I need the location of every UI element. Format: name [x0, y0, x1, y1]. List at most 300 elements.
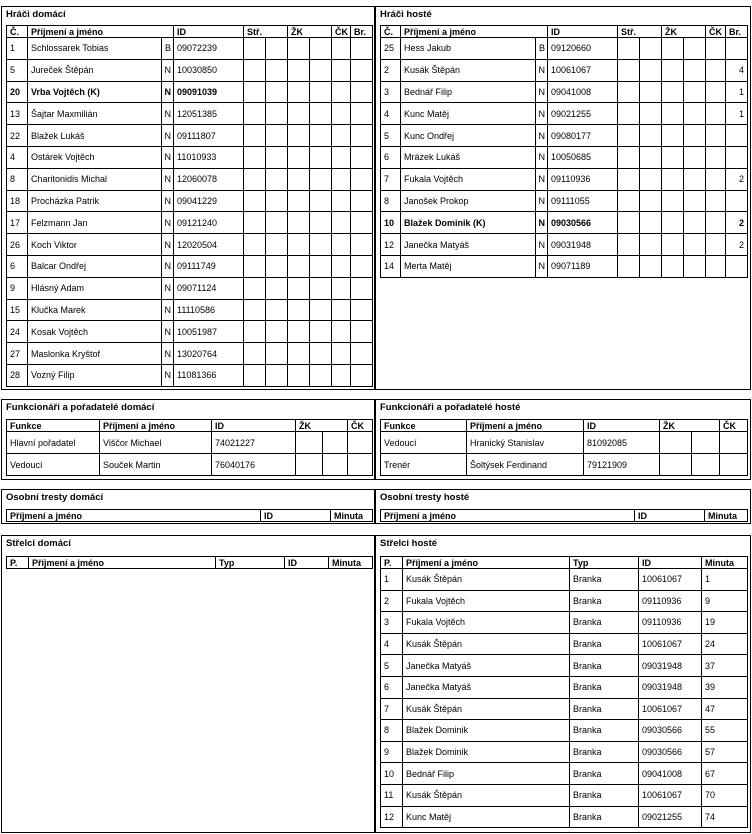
cell-br	[726, 38, 748, 60]
cell-br	[351, 364, 373, 386]
cell-id: 11081366	[174, 364, 244, 386]
away-scorers-table	[380, 556, 748, 828]
col-minute: Minuta	[331, 510, 373, 522]
cell-empty	[640, 59, 662, 81]
col-yellow-card: ŽK	[662, 26, 706, 38]
cell-empty	[332, 299, 351, 321]
cell-no: 14	[381, 255, 401, 277]
cell-id: 10051987	[174, 321, 244, 343]
cell-no: 4	[381, 103, 401, 125]
cell-p: 8	[381, 720, 403, 742]
cell-empty	[662, 103, 684, 125]
cell-empty	[296, 432, 323, 454]
cell-br	[351, 277, 373, 299]
cell-empty	[310, 343, 332, 365]
col-position: P.	[381, 557, 403, 569]
cell-tag: N	[536, 212, 548, 234]
cell-name: Blažek Dominik	[403, 741, 570, 763]
cell-id: 09041008	[639, 763, 702, 785]
col-yellow-card: ŽK	[296, 420, 348, 432]
cell-name: Kunc Matěj	[401, 103, 536, 125]
home-penalties-table	[6, 509, 373, 522]
cell-empty	[706, 59, 726, 81]
cell-type: Branka	[570, 784, 639, 806]
cell-id: 11010933	[174, 146, 244, 168]
cell-empty	[640, 125, 662, 147]
cell-empty	[706, 255, 726, 277]
table-row	[381, 806, 748, 828]
table-header-row	[7, 420, 373, 432]
home-penalties-panel	[1, 489, 375, 524]
cell-type: Branka	[570, 763, 639, 785]
cell-no: 25	[381, 38, 401, 60]
cell-tag: N	[162, 299, 174, 321]
cell-empty	[323, 454, 348, 476]
table-row	[381, 125, 748, 147]
table-row	[7, 343, 373, 365]
col-id: ID	[584, 420, 660, 432]
cell-br	[351, 190, 373, 212]
cell-name: Viščor Michael	[100, 432, 212, 454]
away-players-body	[381, 38, 748, 278]
home-officials-title: Funkcionáři a pořadatelé domácí	[6, 402, 155, 413]
cell-minute: 24	[702, 633, 748, 655]
cell-id: 09030566	[548, 212, 618, 234]
table-header-row	[7, 510, 373, 522]
cell-br: 2	[726, 234, 748, 256]
cell-empty	[332, 343, 351, 365]
cell-no: 6	[7, 255, 28, 277]
cell-empty	[244, 168, 266, 190]
table-row	[381, 454, 748, 476]
cell-role: Vedoucí	[7, 454, 100, 476]
cell-tag: N	[162, 146, 174, 168]
cell-tag: N	[536, 190, 548, 212]
cell-empty	[332, 103, 351, 125]
cell-empty	[662, 125, 684, 147]
cell-empty	[684, 103, 706, 125]
cell-br: 1	[726, 103, 748, 125]
cell-br: 1	[726, 81, 748, 103]
col-red-card: ČK	[706, 26, 726, 38]
cell-empty	[684, 255, 706, 277]
cell-name: Souček Martin	[100, 454, 212, 476]
table-row	[381, 784, 748, 806]
cell-empty	[310, 364, 332, 386]
cell-empty	[706, 125, 726, 147]
cell-no: 26	[7, 234, 28, 256]
cell-name: Kusák Štěpán	[403, 569, 570, 591]
col-minute: Minuta	[329, 557, 373, 569]
table-row	[381, 81, 748, 103]
cell-empty	[288, 38, 310, 60]
cell-empty	[266, 81, 288, 103]
cell-empty	[244, 59, 266, 81]
cell-empty	[662, 234, 684, 256]
cell-empty	[640, 168, 662, 190]
cell-empty	[618, 59, 640, 81]
cell-tag: N	[162, 212, 174, 234]
cell-empty	[706, 212, 726, 234]
cell-empty	[332, 190, 351, 212]
cell-role: Hlavní pořadatel	[7, 432, 100, 454]
cell-name: Bednář Filip	[401, 81, 536, 103]
table-header-row	[381, 26, 748, 38]
home-scorers-table	[6, 556, 373, 569]
cell-empty	[296, 454, 323, 476]
table-row	[7, 321, 373, 343]
cell-id: 74021227	[212, 432, 296, 454]
table-header-row	[381, 510, 748, 522]
cell-role: Trenér	[381, 454, 467, 476]
cell-minute: 1	[702, 569, 748, 591]
cell-empty	[288, 277, 310, 299]
cell-br: 2	[726, 168, 748, 190]
cell-minute: 39	[702, 676, 748, 698]
cell-tag: N	[162, 364, 174, 386]
col-name: Příjmení a jméno	[7, 510, 261, 522]
home-officials-panel	[1, 399, 375, 480]
cell-br	[351, 212, 373, 234]
col-name: Příjmení a jméno	[467, 420, 584, 432]
cell-empty	[266, 234, 288, 256]
cell-empty	[662, 255, 684, 277]
cell-name: Šajtar Maxmilián	[28, 103, 162, 125]
cell-empty	[310, 190, 332, 212]
cell-empty	[310, 81, 332, 103]
cell-empty	[266, 321, 288, 343]
cell-no: 24	[7, 321, 28, 343]
cell-type: Branka	[570, 612, 639, 634]
cell-br	[351, 168, 373, 190]
cell-empty	[332, 59, 351, 81]
cell-p: 10	[381, 763, 403, 785]
cell-empty	[332, 234, 351, 256]
cell-name: Kusák Štěpán	[403, 784, 570, 806]
cell-empty	[244, 146, 266, 168]
cell-br	[726, 255, 748, 277]
cell-type: Branka	[570, 676, 639, 698]
cell-name: Blažek Dominik	[403, 720, 570, 742]
cell-empty	[310, 255, 332, 277]
home-scorers-panel	[1, 535, 375, 833]
table-row	[7, 190, 373, 212]
cell-br	[351, 146, 373, 168]
col-name: Příjmení a jméno	[28, 26, 174, 38]
cell-type: Branka	[570, 633, 639, 655]
cell-id: 09110936	[639, 612, 702, 634]
cell-empty	[244, 38, 266, 60]
cell-name: Kusák Štěpán	[403, 698, 570, 720]
cell-id: 09120660	[548, 38, 618, 60]
cell-empty	[662, 212, 684, 234]
cell-empty	[244, 234, 266, 256]
cell-name: Janečka Matyáš	[403, 676, 570, 698]
cell-tag: N	[536, 59, 548, 81]
table-row	[7, 81, 373, 103]
cell-empty	[332, 255, 351, 277]
col-minute: Minuta	[705, 510, 748, 522]
cell-name: Fukala Vojtěch	[401, 168, 536, 190]
table-row	[381, 103, 748, 125]
col-number: Č.	[7, 26, 28, 38]
table-row	[7, 212, 373, 234]
away-scorers-panel	[375, 535, 751, 833]
cell-p: 11	[381, 784, 403, 806]
cell-tag: N	[536, 168, 548, 190]
cell-empty	[288, 234, 310, 256]
cell-no: 7	[381, 168, 401, 190]
cell-name: Kosak Vojtěch	[28, 321, 162, 343]
cell-tag: N	[162, 59, 174, 81]
cell-empty	[310, 103, 332, 125]
cell-id: 12020504	[174, 234, 244, 256]
cell-p: 9	[381, 741, 403, 763]
table-row	[7, 255, 373, 277]
cell-tag: N	[536, 125, 548, 147]
cell-empty	[244, 212, 266, 234]
cell-type: Branka	[570, 741, 639, 763]
cell-name: Mrázek Lukáš	[401, 146, 536, 168]
cell-id: 10061067	[639, 633, 702, 655]
cell-no: 15	[7, 299, 28, 321]
cell-empty	[244, 255, 266, 277]
cell-name: Balcar Ondřej	[28, 255, 162, 277]
cell-p: 3	[381, 612, 403, 634]
cell-id: 09111055	[548, 190, 618, 212]
cell-id: 11110586	[174, 299, 244, 321]
away-players-title: Hráči hosté	[380, 9, 432, 20]
table-row	[381, 38, 748, 60]
cell-p: 1	[381, 569, 403, 591]
away-scorers-body	[381, 569, 748, 828]
cell-empty	[288, 212, 310, 234]
cell-empty	[706, 103, 726, 125]
cell-empty	[348, 454, 373, 476]
cell-name: Bednář Filip	[403, 763, 570, 785]
cell-empty	[288, 146, 310, 168]
cell-tag: B	[162, 38, 174, 60]
cell-minute: 9	[702, 590, 748, 612]
cell-no: 27	[7, 343, 28, 365]
cell-empty	[310, 277, 332, 299]
cell-empty	[310, 125, 332, 147]
cell-empty	[720, 454, 748, 476]
table-row	[381, 741, 748, 763]
cell-empty	[310, 299, 332, 321]
cell-empty	[323, 432, 348, 454]
away-officials-table	[380, 419, 748, 476]
cell-name: Fukala Vojtěch	[403, 590, 570, 612]
cell-id: 09072239	[174, 38, 244, 60]
cell-id: 09041008	[548, 81, 618, 103]
cell-empty	[640, 146, 662, 168]
cell-name: Fukala Vojtěch	[403, 612, 570, 634]
col-id: ID	[174, 26, 244, 38]
cell-empty	[640, 81, 662, 103]
cell-empty	[244, 125, 266, 147]
cell-id: 81092085	[584, 432, 660, 454]
cell-tag: N	[162, 125, 174, 147]
cell-no: 8	[381, 190, 401, 212]
cell-empty	[266, 38, 288, 60]
cell-no: 17	[7, 212, 28, 234]
cell-empty	[288, 299, 310, 321]
cell-no: 22	[7, 125, 28, 147]
cell-empty	[310, 212, 332, 234]
cell-name: Kusák Štěpán	[401, 59, 536, 81]
cell-br	[351, 343, 373, 365]
cell-name: Blažek Dominik (K)	[401, 212, 536, 234]
cell-empty	[266, 299, 288, 321]
cell-empty	[618, 103, 640, 125]
cell-empty	[684, 125, 706, 147]
cell-empty	[618, 190, 640, 212]
col-id: ID	[635, 510, 705, 522]
home-players-title: Hráči domácí	[6, 9, 66, 20]
cell-br	[726, 125, 748, 147]
cell-name: Kusák Štěpán	[403, 633, 570, 655]
cell-name: Klučka Marek	[28, 299, 162, 321]
cell-no: 5	[7, 59, 28, 81]
col-yellow-card: ŽK	[288, 26, 332, 38]
cell-empty	[266, 103, 288, 125]
col-role: Funkce	[381, 420, 467, 432]
cell-id: 09031948	[548, 234, 618, 256]
table-row	[7, 59, 373, 81]
cell-id: 10061067	[639, 698, 702, 720]
cell-id: 10050685	[548, 146, 618, 168]
cell-br	[351, 255, 373, 277]
cell-br	[351, 81, 373, 103]
cell-p: 4	[381, 633, 403, 655]
col-minute: Minuta	[702, 557, 748, 569]
cell-empty	[244, 321, 266, 343]
home-officials-body	[7, 432, 373, 476]
cell-name: Charitonidis Michal	[28, 168, 162, 190]
cell-type: Branka	[570, 569, 639, 591]
table-row	[381, 146, 748, 168]
cell-no: 4	[7, 146, 28, 168]
cell-empty	[266, 277, 288, 299]
cell-empty	[618, 234, 640, 256]
cell-id: 09080177	[548, 125, 618, 147]
cell-empty	[266, 190, 288, 212]
cell-tag: N	[536, 81, 548, 103]
cell-name: Šoltýsek Ferdinand	[467, 454, 584, 476]
cell-id: 09030566	[639, 741, 702, 763]
cell-empty	[244, 277, 266, 299]
cell-empty	[348, 432, 373, 454]
cell-empty	[706, 81, 726, 103]
table-row	[7, 234, 373, 256]
cell-name: Maslonka Kryštof	[28, 343, 162, 365]
table-row	[7, 125, 373, 147]
cell-tag: N	[162, 234, 174, 256]
cell-type: Branka	[570, 655, 639, 677]
cell-type: Branka	[570, 720, 639, 742]
away-penalties-title: Osobní tresty hosté	[380, 492, 470, 503]
table-row	[381, 698, 748, 720]
cell-empty	[640, 103, 662, 125]
cell-id: 09121240	[174, 212, 244, 234]
cell-empty	[684, 190, 706, 212]
cell-br	[351, 299, 373, 321]
cell-empty	[684, 212, 706, 234]
cell-tag: N	[162, 103, 174, 125]
cell-empty	[266, 212, 288, 234]
cell-empty	[640, 234, 662, 256]
cell-empty	[332, 321, 351, 343]
cell-id: 12060078	[174, 168, 244, 190]
cell-empty	[310, 321, 332, 343]
cell-empty	[640, 38, 662, 60]
cell-p: 12	[381, 806, 403, 828]
cell-minute: 19	[702, 612, 748, 634]
cell-empty	[640, 190, 662, 212]
cell-empty	[618, 212, 640, 234]
cell-empty	[244, 299, 266, 321]
cell-empty	[618, 38, 640, 60]
cell-name: Felzmann Jan	[28, 212, 162, 234]
cell-empty	[692, 454, 720, 476]
cell-id: 76040176	[212, 454, 296, 476]
cell-p: 7	[381, 698, 403, 720]
col-yellow-card: ŽK	[660, 420, 720, 432]
cell-empty	[266, 146, 288, 168]
cell-empty	[660, 454, 692, 476]
table-row	[381, 590, 748, 612]
cell-empty	[310, 59, 332, 81]
table-header-row	[381, 420, 748, 432]
cell-name: Kunc Matěj	[403, 806, 570, 828]
cell-br	[726, 190, 748, 212]
cell-tag: N	[162, 168, 174, 190]
cell-id: 09071124	[174, 277, 244, 299]
table-row	[7, 277, 373, 299]
cell-empty	[266, 168, 288, 190]
cell-empty	[684, 81, 706, 103]
cell-br	[726, 146, 748, 168]
cell-empty	[684, 168, 706, 190]
away-officials-panel	[375, 399, 751, 480]
col-goals-count: Br.	[351, 26, 373, 38]
col-type: Typ	[570, 557, 639, 569]
cell-name: Janečka Matyáš	[403, 655, 570, 677]
cell-empty	[684, 59, 706, 81]
cell-empty	[288, 125, 310, 147]
home-scorers-title: Střelci domácí	[6, 538, 71, 549]
cell-br	[351, 125, 373, 147]
col-red-card: ČK	[348, 420, 373, 432]
cell-id: 09021255	[639, 806, 702, 828]
cell-tag: N	[162, 190, 174, 212]
cell-br	[351, 321, 373, 343]
cell-name: Koch Viktor	[28, 234, 162, 256]
cell-name: Blažek Lukáš	[28, 125, 162, 147]
cell-id: 10030850	[174, 59, 244, 81]
cell-name: Hess Jakub	[401, 38, 536, 60]
home-penalties-title: Osobní tresty domácí	[6, 492, 104, 503]
away-penalties-table	[380, 509, 748, 522]
cell-name: Janošek Prokop	[401, 190, 536, 212]
cell-empty	[662, 146, 684, 168]
cell-br	[351, 103, 373, 125]
cell-empty	[288, 59, 310, 81]
cell-tag: N	[536, 234, 548, 256]
table-row	[381, 569, 748, 591]
cell-empty	[662, 59, 684, 81]
